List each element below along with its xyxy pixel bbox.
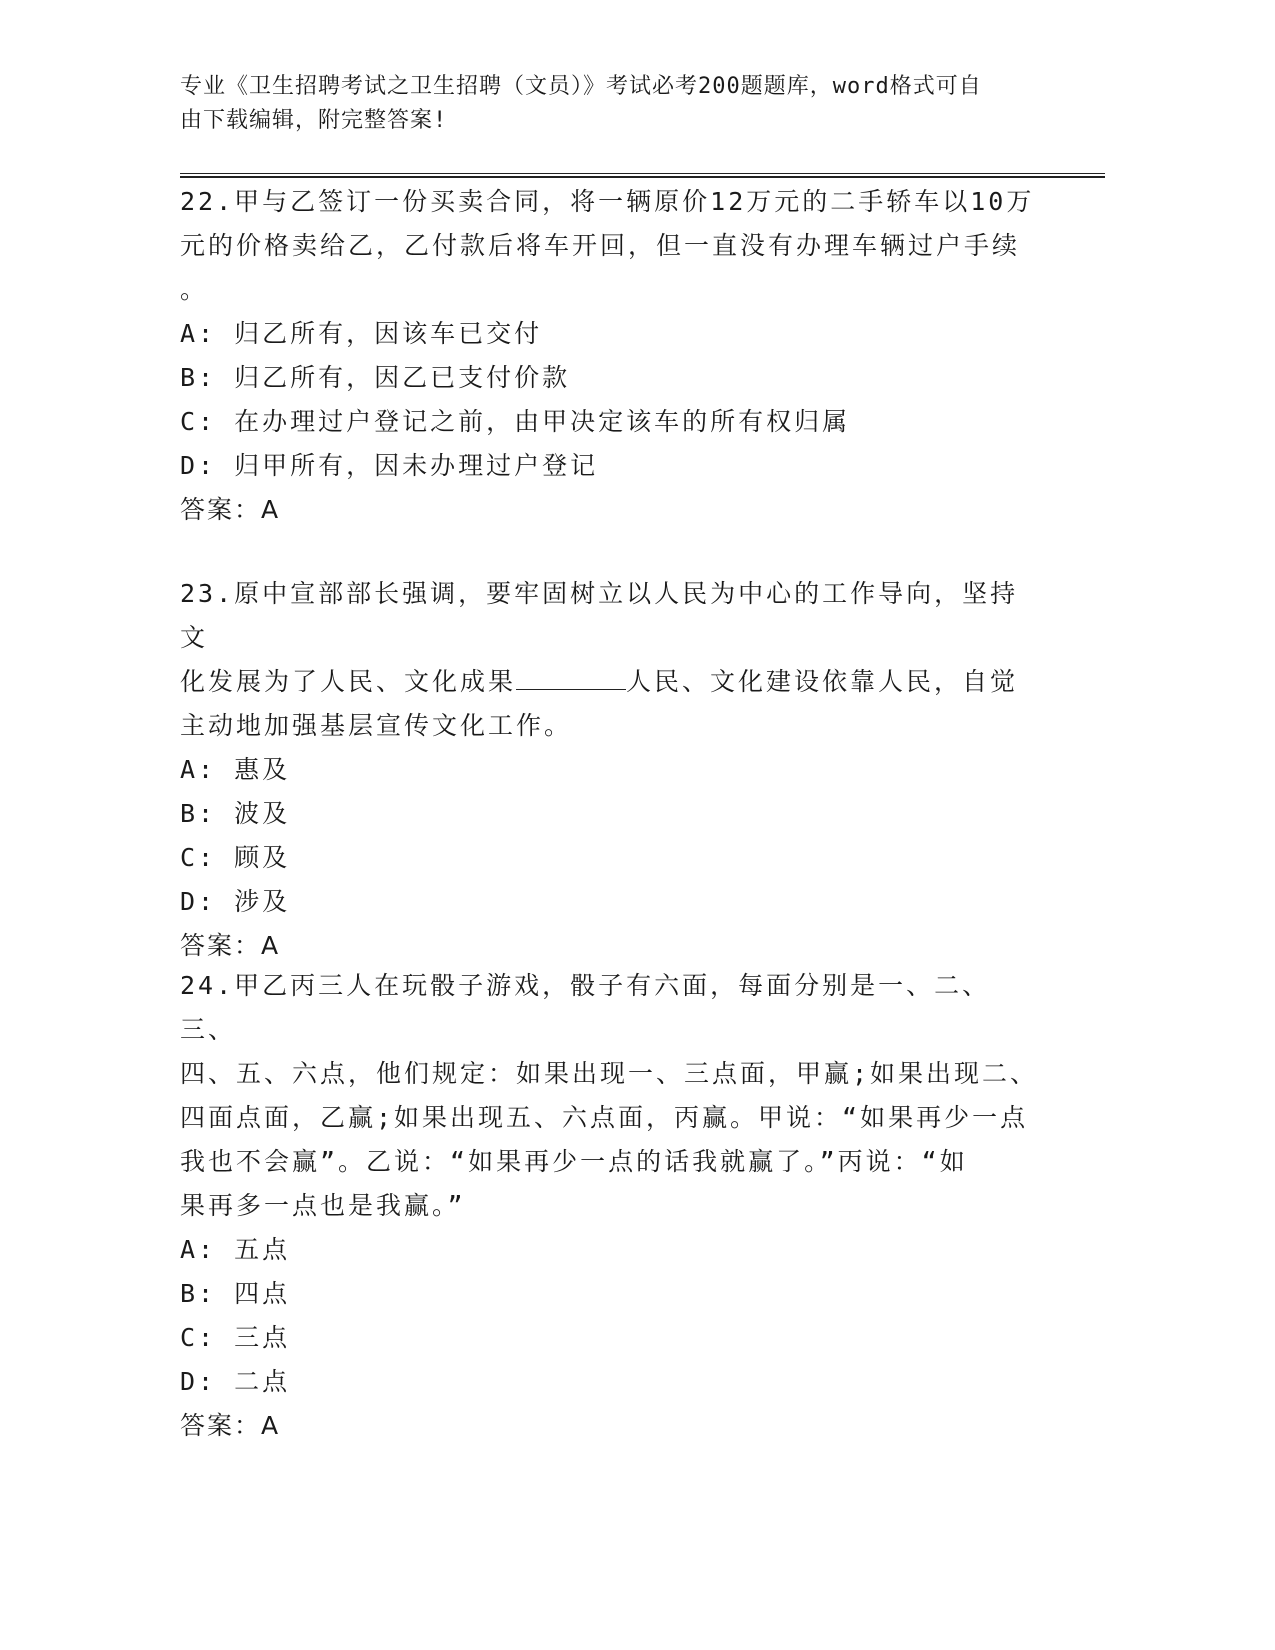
question-text-segment: 人民、文化建设依靠人民，自觉 bbox=[626, 667, 1019, 696]
question-text-line: 四、五、六点，他们规定：如果出现一、三点面，甲赢;如果出现二、 bbox=[180, 1059, 1039, 1088]
option-c: C: 顾及 bbox=[180, 843, 291, 872]
question-text-line: 四面点面，乙赢;如果出现五、六点面，丙赢。甲说：“如果再少一点 bbox=[180, 1103, 1029, 1132]
answer-label: 答案：A bbox=[180, 1411, 281, 1440]
option-d: D: 二点 bbox=[180, 1367, 291, 1396]
header-line-2: 由下载编辑，附完整答案! bbox=[180, 108, 448, 133]
question-text-line: 22.甲与乙签订一份买卖合同，将一辆原价12万元的二手轿车以10万 bbox=[180, 187, 1035, 216]
question-text-line bbox=[180, 660, 1040, 704]
question-text-line: 我也不会赢”。乙说：“如果再少一点的话我就赢了。”丙说：“如 bbox=[180, 1147, 968, 1176]
option-b: B: 波及 bbox=[180, 799, 291, 828]
question-text-line: 。 bbox=[180, 275, 209, 304]
option-a: A: 归乙所有，因该车已交付 bbox=[180, 319, 543, 348]
option-c: C: 在办理过户登记之前，由甲决定该车的所有权归属 bbox=[180, 407, 851, 436]
question-text-line: 23.原中宣部部长强调，要牢固树立以人民为中心的工作导向，坚持文 bbox=[180, 579, 1019, 652]
option-b: B: 归乙所有，因乙已支付价款 bbox=[180, 363, 571, 392]
question-22 bbox=[180, 180, 1040, 532]
question-text-segment: 化发展为了人民、文化成果 bbox=[180, 667, 517, 696]
answer-label: 答案：A bbox=[180, 931, 281, 960]
answer-label: 答案：A bbox=[180, 495, 281, 524]
question-23 bbox=[180, 572, 1040, 968]
header-divider bbox=[180, 173, 1105, 178]
header-line-1: 专业《卫生招聘考试之卫生招聘（文员）》考试必考200题题库，word格式可自 bbox=[180, 74, 982, 99]
option-c: C: 三点 bbox=[180, 1323, 291, 1352]
option-a: A: 五点 bbox=[180, 1235, 291, 1264]
document-header bbox=[180, 70, 1040, 138]
question-text-line: 24.甲乙丙三人在玩骰子游戏，骰子有六面，每面分别是一、二、三、 bbox=[180, 971, 991, 1044]
question-text-line: 果再多一点也是我赢。” bbox=[180, 1191, 466, 1220]
option-b: B: 四点 bbox=[180, 1279, 291, 1308]
option-a: A: 惠及 bbox=[180, 755, 291, 784]
question-24 bbox=[180, 964, 1040, 1448]
fill-in-blank bbox=[516, 665, 626, 690]
question-text-line: 元的价格卖给乙，乙付款后将车开回，但一直没有办理车辆过户手续 bbox=[180, 231, 1021, 260]
option-d: D: 涉及 bbox=[180, 887, 291, 916]
question-text-line: 主动地加强基层宣传文化工作。 bbox=[180, 711, 573, 740]
option-d: D: 归甲所有，因未办理过户登记 bbox=[180, 451, 599, 480]
